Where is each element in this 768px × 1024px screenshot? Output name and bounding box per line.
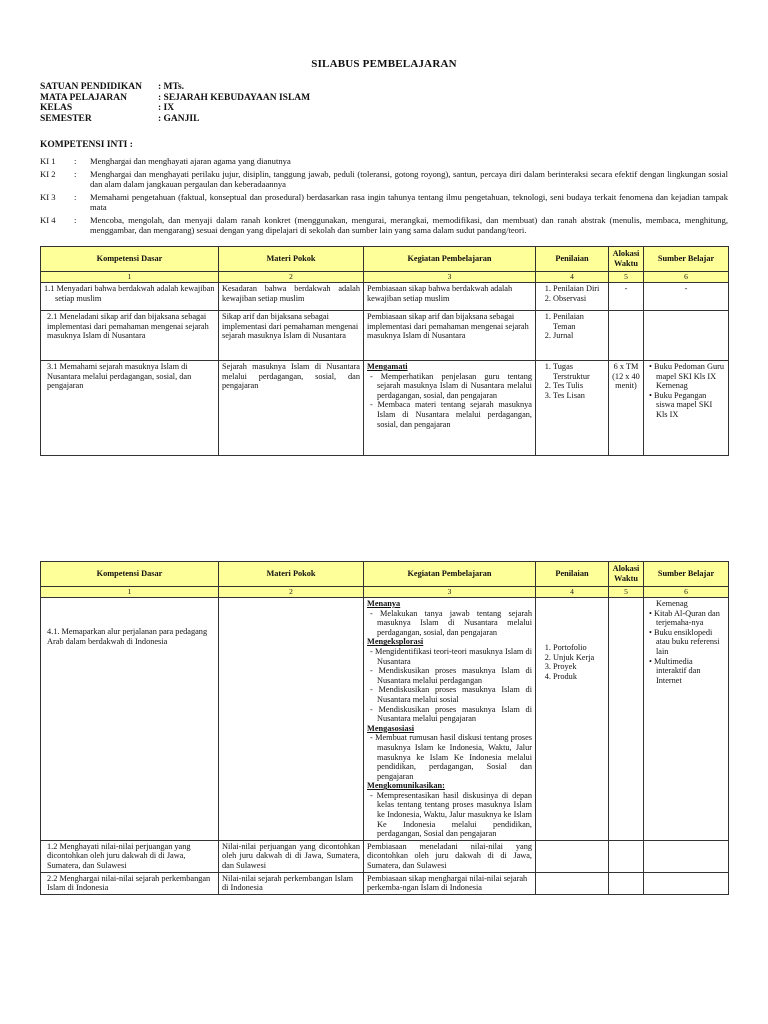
list-item: 1. Portofolio <box>553 643 605 653</box>
header-kegiatan: Kegiatan Pembelajaran <box>364 562 536 587</box>
penilaian-cell <box>536 311 609 361</box>
column-number: 4 <box>536 272 609 283</box>
ki-text: Menghargai dan menghayati ajaran agama yang dianutnya <box>90 156 291 166</box>
identity-row <box>40 103 310 114</box>
header-kompetensi-dasar: Kompetensi Dasar <box>41 562 219 587</box>
materi-cell: Nilai-nilai sejarah perkembangan Islam di Indonesia <box>219 872 364 894</box>
ki-item <box>40 169 728 189</box>
sumber-cell <box>644 361 729 456</box>
list-item: - Mengidentifikasi teori-teori masuknya Islam di Nusantara <box>377 647 532 666</box>
list-item: - Melakukan tanya jawab tentang sejarah masuknya Islam di Nusantara melalui perdagangan, sosial, dan pengajaran <box>377 609 532 638</box>
ki-text: Menghargai dan menghayati perilaku jujur, disiplin, tanggung jawab, peduli (toleransi, gotong royong), santun, percaya diri dalam berinteraksi secara efektif dengan lingkungan sosial dan alam dalam jangkauan pergaulan dan keberadaannya <box>90 169 728 189</box>
list-item: • Buku Pedoman Guru mapel SKI Kls IX Kemenag <box>656 362 725 391</box>
materi-cell: Sejarah masuknya Islam di Nusantara melalui perdagangan, sosial, dan pengajaran <box>219 361 364 456</box>
ki-colon: : <box>74 215 77 225</box>
ki-colon: : <box>74 192 77 202</box>
column-number: 5 <box>609 587 644 598</box>
list-item: - Mendiskusikan proses masuknya Islam di Nusantara melalui pengajaran <box>377 705 532 724</box>
penilaian-cell <box>536 361 609 456</box>
column-number: 3 <box>364 587 536 598</box>
list-item: • Multimedia interaktif dan Internet <box>656 657 725 686</box>
sumber-continued: Kemenag <box>656 599 688 608</box>
alokasi-cell <box>609 872 644 894</box>
list-item: - Memperhatikan penjelasan guru tentang sejarah masuknya Islam di Nusantara melalui perdagangan, sosial, dan pengajaran <box>377 372 532 401</box>
header-alokasi: Alokasi Waktu <box>609 562 644 587</box>
kd-cell: 2.1 Meneladani sikap arif dan bijaksana sebagai implementasi dari pemahaman mengenai sejarah masuknya Islam di Nusantara <box>41 311 219 361</box>
column-number: 4 <box>536 587 609 598</box>
identity-row <box>40 93 310 104</box>
alokasi-cell: 6 x TM (12 x 40 menit) <box>609 361 644 456</box>
identity-label: SEMESTER <box>40 113 92 124</box>
ki-heading: KOMPETENSI INTI : <box>40 140 133 150</box>
ki-code: KI 1 <box>40 156 56 166</box>
list-item: • Kitab Al-Quran dan terjemaha-nya <box>656 609 725 628</box>
kegiatan-cell <box>364 598 536 841</box>
header-penilaian: Penilaian <box>536 562 609 587</box>
sumber-cell <box>644 840 729 872</box>
header-penilaian: Penilaian <box>536 247 609 272</box>
ki-code: KI 3 <box>40 192 56 202</box>
list-item: 2. Jurnal <box>553 331 605 341</box>
list-item: 2. Tes Tulis <box>553 381 605 391</box>
column-number: 3 <box>364 272 536 283</box>
penilaian-cell <box>536 840 609 872</box>
penilaian-cell <box>536 872 609 894</box>
ki-list <box>40 156 728 238</box>
list-item: 3. Tes Lisan <box>553 391 605 401</box>
table-row <box>41 283 729 311</box>
ki-code: KI 2 <box>40 169 56 179</box>
header-sumber: Sumber Belajar <box>644 247 729 272</box>
column-number: 2 <box>219 272 364 283</box>
kegiatan-cell: Pembiasaan meneladani nilai-nilai yang dicontohkan oleh juru dakwah di di Jawa, Sumatera, dan Sulawesi <box>364 840 536 872</box>
sumber-cell <box>644 311 729 361</box>
kd-cell: 1.1 Menyadari bahwa berdakwah adalah kewajiban setiap muslim <box>41 283 219 311</box>
list-item: - Membuat rumusan hasil diskusi tentang proses masuknya Islam ke Indonesia, Waktu, Jalur masuknya ke Islam Ke Indonesia melalui pendidikan, perdagangan, Sosial dan pengajaran <box>377 733 532 781</box>
sumber-cell <box>644 872 729 894</box>
list-item: 1. Penilaian Diri <box>553 284 605 294</box>
kegiatan-heading: Mengeksplorasi <box>367 637 424 647</box>
header-materi-pokok: Materi Pokok <box>219 562 364 587</box>
header-kegiatan: Kegiatan Pembelajaran <box>364 247 536 272</box>
column-number-row <box>41 587 729 598</box>
list-item: 1. Tugas Terstruktur <box>553 362 605 381</box>
table-header-row <box>41 562 729 587</box>
identity-value: : GANJIL <box>158 113 200 124</box>
identity-row <box>40 82 310 93</box>
ki-item <box>40 215 728 235</box>
kegiatan-heading: Mengasosiasi <box>367 723 415 733</box>
list-item: 3. Proyek <box>553 662 605 672</box>
kegiatan-cell <box>364 361 536 456</box>
ki-text: Mencoba, mengolah, dan menyaji dalam ranah konkret (menggunakan, mengurai, merangkai, memodifikasi, dan membuat) dan ranah abstrak (menulis, membaca, menghitung, menggambar, dan mengarang) sesuai dengan yang dipelajari di sekolah dan sumber lain yang sama dalam sudut pandang/teori. <box>90 215 728 235</box>
identity-row <box>40 114 310 125</box>
penilaian-cell <box>536 283 609 311</box>
materi-cell: Kesadaran bahwa berdakwah adalah kewajiban setiap muslim <box>219 283 364 311</box>
list-item: • Buku Pegangan siswa mapel SKI Kls IX <box>656 391 725 420</box>
ki-item <box>40 192 728 212</box>
kd-cell: 1.2 Menghayati nilai-nilai perjuangan yang dicontohkan oleh juru dakwah di di Jawa, Sumatera, dan Sulawesi <box>41 840 219 872</box>
kegiatan-cell: Pembiasaan sikap bahwa berdakwah adalah kewajiban setiap muslim <box>364 283 536 311</box>
list-item: - Mempresentasikan hasil diskusinya di depan kelas tentang tentang proses masuknya Islam ke Indonesia, Waktu, Jalur masuknya ke Islam Ke Indonesia melalui pendidikan, perdagangan, Sosial dan pengajaran <box>377 791 532 839</box>
list-item: - Mendiskusikan proses masuknya Islam di Nusantara melalui perdagangan <box>377 666 532 685</box>
kegiatan-cell: Pembiasaan sikap menghargai nilai-nilai sejarah perkemba-ngan Islam di Indonesia <box>364 872 536 894</box>
column-number-row <box>41 272 729 283</box>
header-materi-pokok: Materi Pokok <box>219 247 364 272</box>
kd-cell: 3.1 Memahami sejarah masuknya Islam di Nusantara melalui perdagangan, sosial, dan pengajaran <box>41 361 219 456</box>
identity-value: : MTs. <box>158 82 185 92</box>
page-title: SILABUS PEMBELAJARAN <box>311 58 457 70</box>
kegiatan-heading: Mengkomunikasikan: <box>367 781 445 791</box>
syllabus-table-1 <box>40 246 729 456</box>
identity-label: MATA PELAJARAN <box>40 92 127 103</box>
table-row <box>41 840 729 872</box>
column-number: 1 <box>41 272 219 283</box>
alokasi-cell <box>609 840 644 872</box>
table-row <box>41 872 729 894</box>
alokasi-cell: - <box>609 283 644 311</box>
column-number: 6 <box>644 272 729 283</box>
table-row <box>41 361 729 456</box>
list-item: - Mendiskusikan proses masuknya Islam di Nusantara melalui sosial <box>377 685 532 704</box>
list-item: 2. Observasi <box>553 294 605 304</box>
kegiatan-cell: Pembiasaan sikap arif dan bijaksana sebagai implementasi dari pemahaman mengenai sejarah masuknya Islam di Nusantara <box>364 311 536 361</box>
table-row <box>41 598 729 841</box>
header-sumber: Sumber Belajar <box>644 562 729 587</box>
penilaian-cell <box>536 598 609 841</box>
kegiatan-heading: Mengamati <box>367 362 408 371</box>
header-kompetensi-dasar: Kompetensi Dasar <box>41 247 219 272</box>
ki-text: Memahami pengetahuan (faktual, konseptual dan prosedural) berdasarkan rasa ingin tahunya tentang ilmu pengetahuan, teknologi, seni budaya terkait fenomena dan kejadian tampak mata <box>90 192 728 212</box>
list-item: - Membaca materi tentang sejarah masuknya Islam di Nusantara melalui perdagangan, sosial, dan pengajaran <box>377 400 532 429</box>
materi-cell: Nilai-nilai perjuangan yang dicontohkan oleh juru dakwah di di Jawa, Sumatera, dan Sulawesi <box>219 840 364 872</box>
kd-cell: 2.2 Menghargai nilai-nilai sejarah perkembangan Islam di Indonesia <box>41 872 219 894</box>
column-number: 5 <box>609 272 644 283</box>
ki-item <box>40 156 728 166</box>
identity-label: KELAS <box>40 103 73 113</box>
sumber-cell <box>644 598 729 841</box>
list-item: 2. Unjuk Kerja <box>553 653 605 663</box>
list-item: 4. Produk <box>553 672 605 682</box>
column-number: 6 <box>644 587 729 598</box>
sumber-cell: - <box>644 283 729 311</box>
identity-value: : SEJARAH KEBUDAYAAN ISLAM <box>158 92 311 103</box>
kd-cell <box>41 598 219 841</box>
kegiatan-heading: Menanya <box>367 599 401 608</box>
ki-colon: : <box>74 169 77 179</box>
identity-block <box>40 82 310 124</box>
column-number: 2 <box>219 587 364 598</box>
ki-code: KI 4 <box>40 215 56 225</box>
syllabus-table-2 <box>40 561 729 895</box>
materi-cell: Sikap arif dan bijaksana sebagai implementasi dari pemahaman mengenai sejarah masuknya Islam di Nusantara <box>219 311 364 361</box>
materi-cell <box>219 598 364 841</box>
list-item: 1. Penilaian Teman <box>553 312 605 331</box>
column-number: 1 <box>41 587 219 598</box>
kd-text: 4.1. Memaparkan alur perjalanan para pedagang Arab dalam berdakwah di Indonesia <box>47 627 208 646</box>
alokasi-cell <box>609 311 644 361</box>
table-row <box>41 311 729 361</box>
table-header-row <box>41 247 729 272</box>
list-item: • Buku ensiklopedi atau buku referensi lain <box>656 628 725 657</box>
ki-colon: : <box>74 156 77 166</box>
identity-label: SATUAN PENDIDIKAN <box>40 82 142 92</box>
identity-value: : IX <box>158 103 175 113</box>
alokasi-cell <box>609 598 644 841</box>
header-alokasi: Alokasi Waktu <box>609 247 644 272</box>
